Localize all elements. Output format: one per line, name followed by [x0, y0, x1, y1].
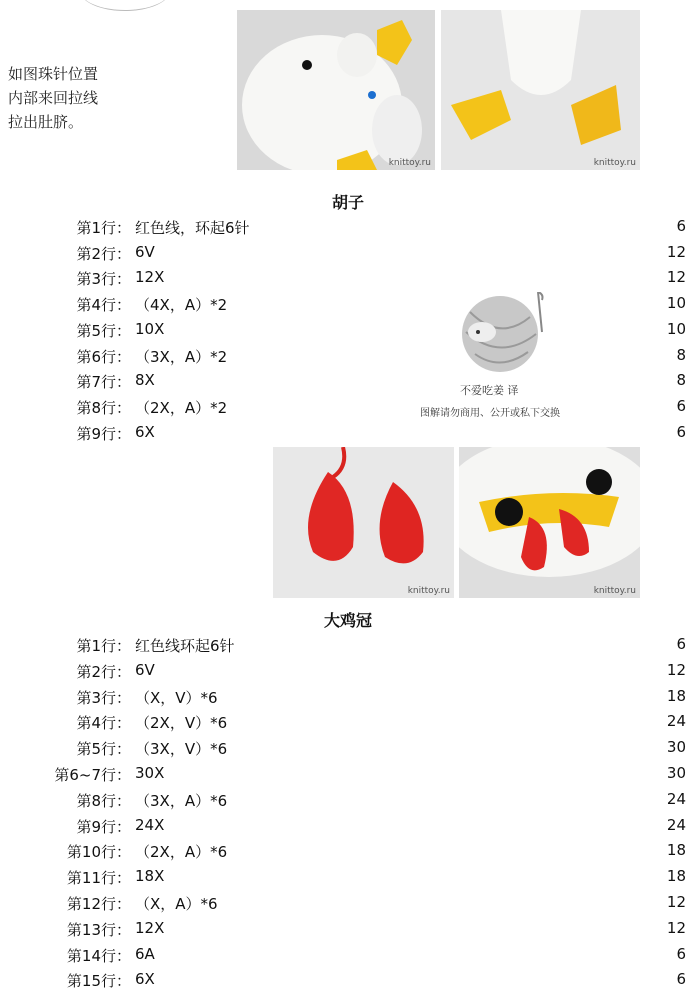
- row-instruction: 6V: [135, 660, 155, 679]
- photo-beard-attached: [459, 447, 640, 598]
- row-label: 第2行：: [76, 244, 131, 263]
- row-label: 第2行：: [76, 662, 131, 681]
- photo-watermark: knittoy.ru: [593, 586, 636, 596]
- intro-note: 如图珠针位置 内部来回拉线 拉出肚脐。: [8, 65, 99, 131]
- photo-chicken-feet: [441, 10, 640, 170]
- logo-line2: 图解请勿商用、公开或私下交换: [420, 408, 560, 419]
- beard-title: 胡子: [331, 193, 364, 212]
- row-label: 第3行：: [76, 688, 131, 707]
- row-instruction: 6X: [135, 422, 155, 441]
- stitch-count: 30: [666, 738, 686, 757]
- row-label: 第8行：: [76, 398, 131, 417]
- stitch-count: 10: [666, 319, 686, 338]
- row-label: 第6行：: [76, 347, 131, 366]
- row-label: 第1行：: [76, 637, 131, 655]
- row-label: 第9行：: [76, 424, 131, 443]
- pattern-row: [0, 970, 696, 996]
- decorative-arc: [80, 0, 170, 11]
- stitch-count: 12: [666, 660, 686, 679]
- pattern-row: [0, 243, 696, 269]
- stitch-count: 24: [666, 789, 686, 808]
- photo-beard-pieces: [273, 447, 454, 598]
- stitch-count: 12: [666, 893, 686, 911]
- row-label: 第10行：: [66, 843, 131, 862]
- stitch-count: 6: [676, 422, 686, 441]
- stitch-count: 18: [666, 841, 686, 860]
- pattern-row: [0, 816, 696, 842]
- row-instruction: 红色线环起6针: [135, 637, 235, 655]
- row-instruction: 红色线，环起6针: [135, 219, 250, 237]
- stitch-count: 12: [666, 242, 686, 261]
- row-label: 第6~7行：: [54, 766, 131, 784]
- row-instruction: （4X，A）*2: [135, 296, 228, 315]
- photo-watermark: knittoy.ru: [388, 158, 431, 168]
- pattern-row: [0, 217, 696, 243]
- comb-title: 大鸡冠: [323, 611, 372, 630]
- stitch-count: 6: [676, 944, 686, 963]
- row-label: 第13行：: [66, 920, 131, 939]
- row-label: 第9行：: [76, 817, 131, 836]
- pattern-row: [0, 841, 696, 867]
- row-instruction: 6V: [135, 242, 155, 261]
- row-label: 第14行：: [66, 946, 131, 965]
- row-instruction: 6X: [135, 970, 155, 989]
- photo-chicken-body: [237, 10, 435, 170]
- row-instruction: （3X，A）*2: [135, 347, 228, 366]
- pattern-row: [0, 893, 696, 919]
- photo-watermark: knittoy.ru: [407, 586, 450, 596]
- stitch-count: 24: [666, 815, 686, 834]
- stitch-count: 6: [676, 217, 686, 235]
- row-instruction: （3X，V）*6: [135, 740, 228, 759]
- pattern-row: [0, 268, 696, 294]
- pattern-row: [0, 764, 696, 790]
- row-label: 第12行：: [66, 895, 131, 913]
- stitch-count: 8: [676, 345, 686, 364]
- stitch-count: 8: [676, 371, 686, 390]
- row-label: 第11行：: [66, 869, 131, 888]
- row-label: 第8行：: [76, 791, 131, 810]
- row-instruction: （X，A）*6: [135, 895, 218, 913]
- row-instruction: 6A: [135, 944, 155, 963]
- translator-logo: [420, 292, 610, 432]
- stitch-count: 6: [676, 396, 686, 415]
- pattern-row: [0, 945, 696, 971]
- stitch-count: 10: [666, 294, 686, 313]
- stitch-count: 6: [676, 635, 686, 653]
- stitch-count: 12: [666, 918, 686, 937]
- row-label: 第5行：: [76, 321, 131, 340]
- row-instruction: 30X: [135, 764, 165, 782]
- pattern-row: [0, 867, 696, 893]
- pattern-row: [0, 661, 696, 687]
- row-instruction: （2X，A）*6: [135, 843, 228, 862]
- row-label: 第3行：: [76, 270, 131, 289]
- stitch-count: 6: [676, 970, 686, 989]
- row-label: 第4行：: [76, 714, 131, 733]
- row-instruction: 24X: [135, 815, 165, 834]
- pattern-row: [0, 738, 696, 764]
- logo-line1: 不爱吃姜 译: [460, 384, 519, 397]
- row-label: 第7行：: [76, 373, 131, 392]
- pattern-row: [0, 790, 696, 816]
- pattern-row: [0, 712, 696, 738]
- row-instruction: （2X，V）*6: [135, 714, 228, 733]
- row-instruction: 12X: [135, 268, 165, 287]
- row-label: 第15行：: [66, 972, 131, 991]
- row-instruction: 10X: [135, 319, 165, 338]
- stitch-count: 24: [666, 712, 686, 731]
- stitch-count: 18: [666, 867, 686, 886]
- row-instruction: 8X: [135, 371, 155, 390]
- row-instruction: 12X: [135, 918, 165, 937]
- pattern-row: [0, 687, 696, 713]
- photo-watermark: knittoy.ru: [593, 158, 636, 168]
- stitch-count: 30: [666, 764, 686, 782]
- row-label: 第5行：: [76, 740, 131, 759]
- row-instruction: （3X，A）*6: [135, 791, 228, 810]
- pattern-row: [0, 919, 696, 945]
- row-instruction: （X，V）*6: [135, 688, 218, 707]
- pattern-row: [0, 635, 696, 661]
- stitch-count: 12: [666, 268, 686, 287]
- row-instruction: （2X，A）*2: [135, 398, 228, 417]
- row-label: 第1行：: [76, 219, 131, 237]
- row-instruction: 18X: [135, 867, 165, 886]
- stitch-count: 18: [666, 686, 686, 705]
- row-label: 第4行：: [76, 296, 131, 315]
